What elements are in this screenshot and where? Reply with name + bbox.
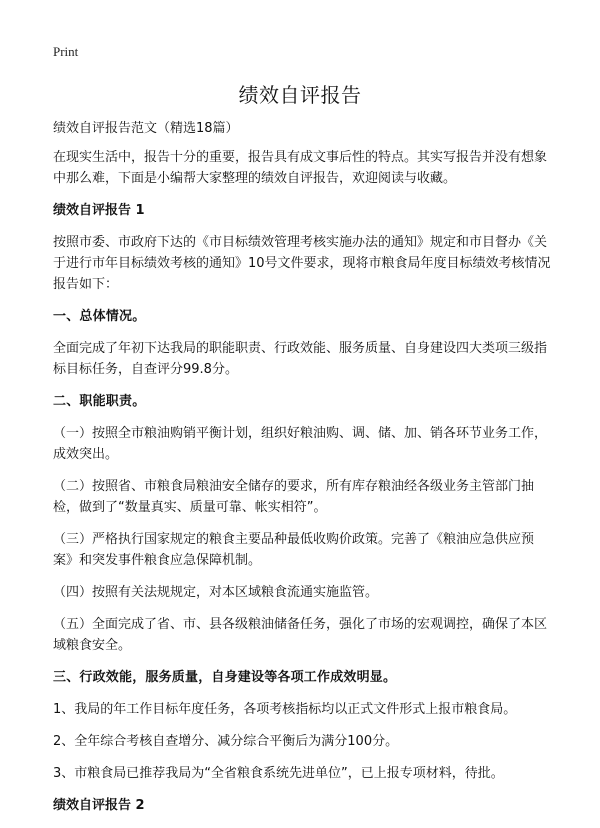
document-subtitle: 绩效自评报告范文（精选18篇） <box>53 121 239 136</box>
section-1-paragraph: 全面完成了年初下达我局的职能职责、行政效能、服务质量、自身建设四大类项三级指标目标任务，自查评分99.8分。 <box>53 341 548 377</box>
section-3-item-1: 1、我局的年工作目标年度任务，各项考核指标均以正式文件形式上报市粮食局。 <box>53 702 517 717</box>
intro-paragraph: 在现实生活中，报告十分的重要，报告具有成文事后性的特点。其实写报告并没有想象中那么难，下面是小编帮大家整理的绩效自评报告，欢迎阅读与收藏。 <box>53 150 548 186</box>
section-3-item-3: 3、市粮食局已推荐我局为“全省粮食系统先进单位”，已上报专项材料，待批。 <box>53 766 504 781</box>
page-title: 绩效自评报告 <box>238 83 362 107</box>
section-2-item-1: （一）按照全市粮油购销平衡计划，组织好粮油购、调、储、加、销各环节业务工作，成效突出。 <box>53 426 548 462</box>
section-3-heading: 三、行政效能，服务质量，自身建设等各项工作成效明显。 <box>53 670 397 685</box>
section-2-item-4: （四）按照有关法规规定，对本区域粮食流通实施监管。 <box>53 585 379 600</box>
report-1-intro-paragraph: 按照市委、市政府下达的《市目标绩效管理考核实施办法的通知》规定和市目督办《关于进行市年目标绩效考核的通知》10号文件要求，现将市粮食局年度目标绩效考核情况报告如下： <box>53 235 551 292</box>
section-1-heading: 一、总体情况。 <box>53 309 146 324</box>
section-2-item-5: （五）全面完成了省、市、县各级粮油储备任务，强化了市场的宏观调控，确保了本区域粮食安全。 <box>53 617 548 653</box>
section-2-item-3: （三）严格执行国家规定的粮食主要品种最低收购价政策。完善了《粮油应急供应预案》和突发事件粮食应急保障机制。 <box>53 532 535 568</box>
print-link[interactable]: Print <box>53 44 79 59</box>
report-1-heading: 绩效自评报告 1 <box>53 203 145 218</box>
section-2-item-2: （二）按照省、市粮食局粮油安全储存的要求，所有库存粮油经各级业务主管部门抽检，做到了“数量真实、质量可靠、帐实相符”。 <box>53 479 535 515</box>
section-2-heading: 二、职能职责。 <box>53 394 146 409</box>
report-2-heading: 绩效自评报告 2 <box>53 798 145 813</box>
section-3-item-2: 2、全年综合考核自查增分、减分综合平衡后为满分100分。 <box>53 734 399 749</box>
document-body <box>53 118 553 827</box>
